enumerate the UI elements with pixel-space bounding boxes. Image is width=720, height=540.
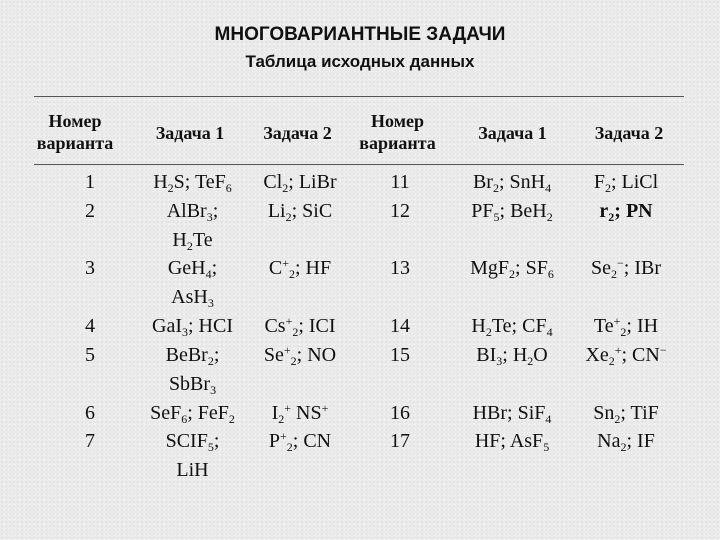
- table-row: [0, 197, 720, 225]
- cell-task2: $Li_2$; SiC: [267, 200, 333, 224]
- cell-task2-b: $Xe_2^+$; CN−: [585, 343, 667, 368]
- header-variant-number: Номер варианта: [36, 111, 114, 153]
- cell-task1-b: $BI_3$; $H_2O$: [476, 344, 548, 368]
- cell-variant: 5: [85, 344, 95, 366]
- table-row: [0, 427, 720, 455]
- cell-task2-b: $Te^+_2$; IH: [593, 314, 659, 339]
- header-task2-b: Задача 2: [594, 123, 664, 143]
- cell-task1: GaI$_3$; HCI: [152, 315, 233, 339]
- cell-task1-b: HF; AsF$_5$: [474, 430, 550, 454]
- cell-task1: LiH: [176, 459, 209, 481]
- header-task1: Задача 1: [155, 123, 225, 143]
- cell-variant-2: 14: [390, 315, 410, 337]
- header-task1-b: Задача 1: [478, 123, 547, 143]
- cell-task2-b: $Se_2^-$; IBr: [591, 256, 661, 281]
- cell-task2-b: $Na_2$; IF: [597, 430, 655, 454]
- cell-task1: $H_2S$; TeF$_6$: [153, 171, 232, 195]
- header-task2: Задача 2: [263, 123, 332, 143]
- cell-task1: GeH$_4$;: [167, 257, 218, 281]
- cell-variant: 4: [85, 315, 95, 337]
- cell-variant: 7: [85, 430, 95, 452]
- cell-variant-2: 16: [390, 402, 410, 424]
- cell-variant: 3: [85, 257, 95, 279]
- table-row: [0, 254, 720, 282]
- cell-variant-2: 13: [390, 257, 410, 279]
- cell-variant-2: 11: [390, 171, 410, 193]
- cell-task2-b: $F_2$; LiCl: [593, 171, 659, 195]
- cell-task1: AsH$_3$: [171, 286, 214, 310]
- cell-task2: $C^+_2$; HF: [268, 256, 332, 281]
- cell-task2-b: $Sn_2$; TiF: [593, 402, 659, 426]
- cell-task2: $Cl_2$; LiBr: [263, 171, 337, 195]
- cell-task1-b: MgF$_2$; $SF_6$: [470, 257, 554, 281]
- cell-task1: $H_2Te$: [172, 229, 213, 253]
- header-variant-number-2: Номер варианта: [359, 111, 436, 153]
- cell-task2: $Se^+_2$; NO: [263, 343, 337, 368]
- cell-task1-b: HBr; SiF$_4$: [472, 402, 552, 426]
- table-row: [0, 456, 720, 484]
- table-row: [0, 341, 720, 369]
- table-top-rule: [34, 96, 684, 97]
- cell-task1-b: $Br_2$; SnH$_4$: [472, 171, 552, 195]
- cell-variant-2: 12: [390, 200, 410, 222]
- cell-task2: $P^+_2$; CN: [268, 429, 332, 454]
- table-row: [0, 283, 720, 311]
- cell-variant: 1: [85, 171, 95, 193]
- table-row: [0, 312, 720, 340]
- cell-variant-2: 15: [390, 344, 410, 366]
- cell-task1: SeF$_6$; FeF$_2$: [150, 402, 235, 426]
- cell-task1: SbBr$_3$: [168, 373, 217, 397]
- table-row: [0, 399, 720, 427]
- page-subtitle: Таблица исходных данных: [245, 52, 475, 71]
- cell-task2-b: $r_2$; PN: [599, 200, 653, 224]
- page-title: МНОГОВАРИАНТНЫЕ ЗАДАЧИ: [214, 24, 506, 45]
- cell-task1: AlBr$_3$;: [166, 200, 219, 224]
- cell-task1: BeBr$_2$;: [165, 344, 220, 368]
- cell-variant: 6: [85, 402, 95, 424]
- cell-task1: $SCIF_5$;: [165, 430, 220, 454]
- cell-task1-b: $PF_5$; BeH$_2$: [471, 200, 553, 224]
- cell-variant-2: 17: [390, 430, 410, 452]
- cell-task2: $I_2^+$ NS+: [271, 401, 329, 426]
- table-row: [0, 226, 720, 254]
- cell-task1-b: $H_2Te$; $CF_4$: [471, 315, 553, 339]
- table-row: [0, 168, 720, 196]
- table-header-rule: [34, 164, 684, 165]
- cell-variant: 2: [85, 200, 95, 222]
- cell-task2: $Cs^+_2$; ICI: [264, 314, 336, 339]
- table-row: [0, 370, 720, 398]
